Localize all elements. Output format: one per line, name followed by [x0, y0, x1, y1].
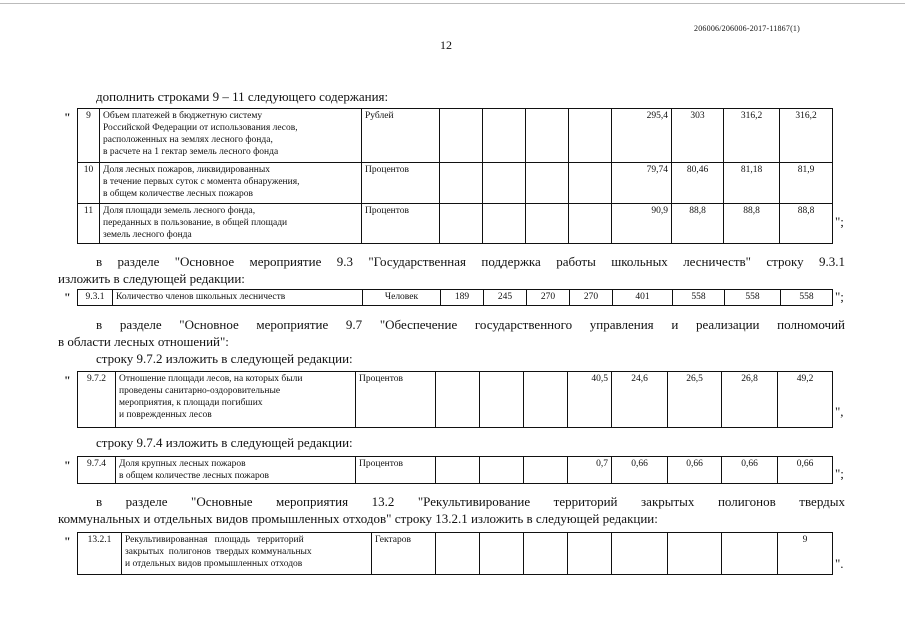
row-unit: Процентов [362, 204, 440, 244]
value-cell: 316,2 [724, 109, 780, 163]
value-cell: 316,2 [780, 109, 833, 163]
value-cell: 0,7 [568, 457, 612, 484]
value-cell [480, 457, 524, 484]
value-cell [526, 204, 569, 244]
desc-line: Доля площади земель лесного фонда, [103, 206, 256, 216]
row-number: 9.7.4 [78, 457, 116, 484]
table-row [78, 163, 833, 204]
row-number: 9.7.2 [78, 372, 116, 428]
value-cell [440, 109, 483, 163]
desc-line: и поврежденных лесов [119, 410, 212, 420]
intro-text: дополнить строками 9 – 11 следующего содержания: [96, 89, 389, 104]
value-cell: 88,8 [780, 204, 833, 244]
section-9-7-line3: строку 9.7.2 изложить в следующей редакции: [96, 351, 353, 366]
desc-line: мероприятия, к площади погибших [119, 398, 263, 408]
row-description [116, 457, 356, 484]
value-cell [569, 204, 612, 244]
value-cell: 9 [778, 533, 833, 575]
row-number: 13.2.1 [78, 533, 122, 575]
open-quote: " [64, 110, 71, 124]
value-cell: 81,18 [724, 163, 780, 204]
row-description [122, 533, 372, 575]
section-9-3-line1: в разделе "Основное мероприятие 9.3 "Государственная поддержка работы школьных лесничеств" строку 9.3.1 [96, 254, 845, 269]
value-cell: 80,46 [672, 163, 724, 204]
table-row [78, 457, 833, 484]
value-cell: 558 [725, 290, 781, 306]
value-cell [524, 372, 568, 428]
value-cell [483, 163, 526, 204]
value-cell [612, 533, 668, 575]
value-cell: 40,5 [568, 372, 612, 428]
indicator-table-9-3-1 [77, 289, 833, 306]
value-cell: 49,2 [778, 372, 833, 428]
value-cell: 245 [484, 290, 527, 306]
desc-line: земель лесного фонда [103, 230, 192, 240]
value-cell: 295,4 [612, 109, 672, 163]
value-cell [526, 163, 569, 204]
indicators-table-rows-9-11 [77, 108, 833, 244]
row-description [116, 372, 356, 428]
row-description: Количество членов школьных лесничеств [113, 290, 363, 306]
desc-line: Объем платежей в бюджетную систему [103, 111, 263, 121]
row-unit: Рублей [362, 109, 440, 163]
section-9-7-line2: в области лесных отношений": [58, 334, 229, 349]
indicator-table-9-7-2 [77, 371, 833, 428]
desc-line: Рекультивированная площадь территорий [125, 535, 304, 545]
table-row [78, 533, 833, 575]
indicator-table-13-2-1 [77, 532, 833, 575]
close-mark: "; [835, 466, 844, 481]
value-cell [668, 533, 722, 575]
value-cell: 26,8 [722, 372, 778, 428]
value-cell: 88,8 [724, 204, 780, 244]
row-unit: Процентов [362, 163, 440, 204]
section-9-7-line1: в разделе "Основное мероприятие 9.7 "Обеспечение государственного управления и реализации полномочий [96, 317, 845, 332]
value-cell: 24,6 [612, 372, 668, 428]
value-cell: 0,66 [778, 457, 833, 484]
value-cell [480, 533, 524, 575]
value-cell: 26,5 [668, 372, 722, 428]
close-mark: "; [835, 214, 844, 229]
value-cell [436, 372, 480, 428]
section-13-2-line2: коммунальных и отдельных видов промышленных отходов" строку 13.2.1 изложить в следующей редакции: [58, 511, 658, 526]
close-mark: "; [835, 289, 844, 304]
value-cell [436, 533, 480, 575]
value-cell [526, 109, 569, 163]
value-cell [440, 204, 483, 244]
value-cell: 88,8 [672, 204, 724, 244]
value-cell [524, 533, 568, 575]
table-row [78, 109, 833, 163]
value-cell: 401 [613, 290, 673, 306]
value-cell [440, 163, 483, 204]
value-cell: 90,9 [612, 204, 672, 244]
row-number: 11 [78, 204, 100, 244]
open-quote: " [64, 373, 71, 387]
desc-line: проведены санитарно-оздоровительные [119, 386, 281, 396]
desc-line: Отношение площади лесов, на которых были [119, 374, 303, 384]
value-cell [722, 533, 778, 575]
value-cell: 189 [441, 290, 484, 306]
section-9-3-line2: изложить в следующей редакции: [58, 271, 245, 286]
open-quote: " [64, 290, 71, 304]
open-quote: " [64, 534, 71, 548]
document-id: 206006/206006-2017-11867(1) [694, 24, 800, 33]
table-row [78, 204, 833, 244]
value-cell: 79,74 [612, 163, 672, 204]
row-number: 9 [78, 109, 100, 163]
row-unit: Процентов [356, 372, 436, 428]
value-cell: 270 [570, 290, 613, 306]
desc-line: Российской Федерации от использования лесов, [103, 123, 298, 133]
desc-line: закрытых полигонов твердых коммунальных [125, 547, 312, 557]
close-mark: ". [835, 556, 844, 571]
desc-line: Доля лесных пожаров, ликвидированных [103, 165, 271, 175]
section-13-2-line1: в разделе "Основные мероприятия 13.2 "Рекультивирование территорий закрытых полигонов твердых [96, 494, 845, 509]
value-cell [480, 372, 524, 428]
row-description [100, 109, 362, 163]
value-cell [568, 533, 612, 575]
open-quote: " [64, 458, 71, 472]
value-cell: 558 [673, 290, 725, 306]
row-number: 10 [78, 163, 100, 204]
desc-line: и отдельных видов промышленных отходов [125, 559, 303, 569]
page-number: 12 [440, 38, 452, 52]
value-cell [483, 204, 526, 244]
value-cell: 81,9 [780, 163, 833, 204]
desc-line: расположенных на землях лесного фонда, [103, 135, 273, 145]
table-row [78, 290, 833, 306]
row-description [100, 163, 362, 204]
value-cell [569, 109, 612, 163]
row-9-7-4-intro: строку 9.7.4 изложить в следующей редакции: [96, 435, 353, 450]
desc-line: в расчете на 1 гектар земель лесного фонда [103, 147, 279, 157]
row-unit: Гектаров [372, 533, 436, 575]
table-row [78, 372, 833, 428]
scan-top-edge [0, 3, 905, 4]
row-unit: Процентов [356, 457, 436, 484]
desc-line: в общем количестве лесных пожаров [119, 471, 269, 481]
value-cell [569, 163, 612, 204]
desc-line: Доля крупных лесных пожаров [119, 459, 246, 469]
row-number: 9.3.1 [78, 290, 113, 306]
value-cell [524, 457, 568, 484]
value-cell: 270 [527, 290, 570, 306]
value-cell: 0,66 [668, 457, 722, 484]
desc-line: переданных в пользование, в общей площади [103, 218, 288, 228]
value-cell [483, 109, 526, 163]
value-cell: 0,66 [612, 457, 668, 484]
row-unit: Человек [363, 290, 441, 306]
close-mark: ", [835, 404, 844, 419]
indicator-table-9-7-4 [77, 456, 833, 484]
desc-line: в течение первых суток с момента обнаружения, [103, 177, 300, 187]
value-cell [436, 457, 480, 484]
desc-line: в общем количестве лесных пожаров [103, 189, 253, 199]
value-cell: 0,66 [722, 457, 778, 484]
value-cell: 303 [672, 109, 724, 163]
row-description [100, 204, 362, 244]
value-cell: 558 [781, 290, 833, 306]
